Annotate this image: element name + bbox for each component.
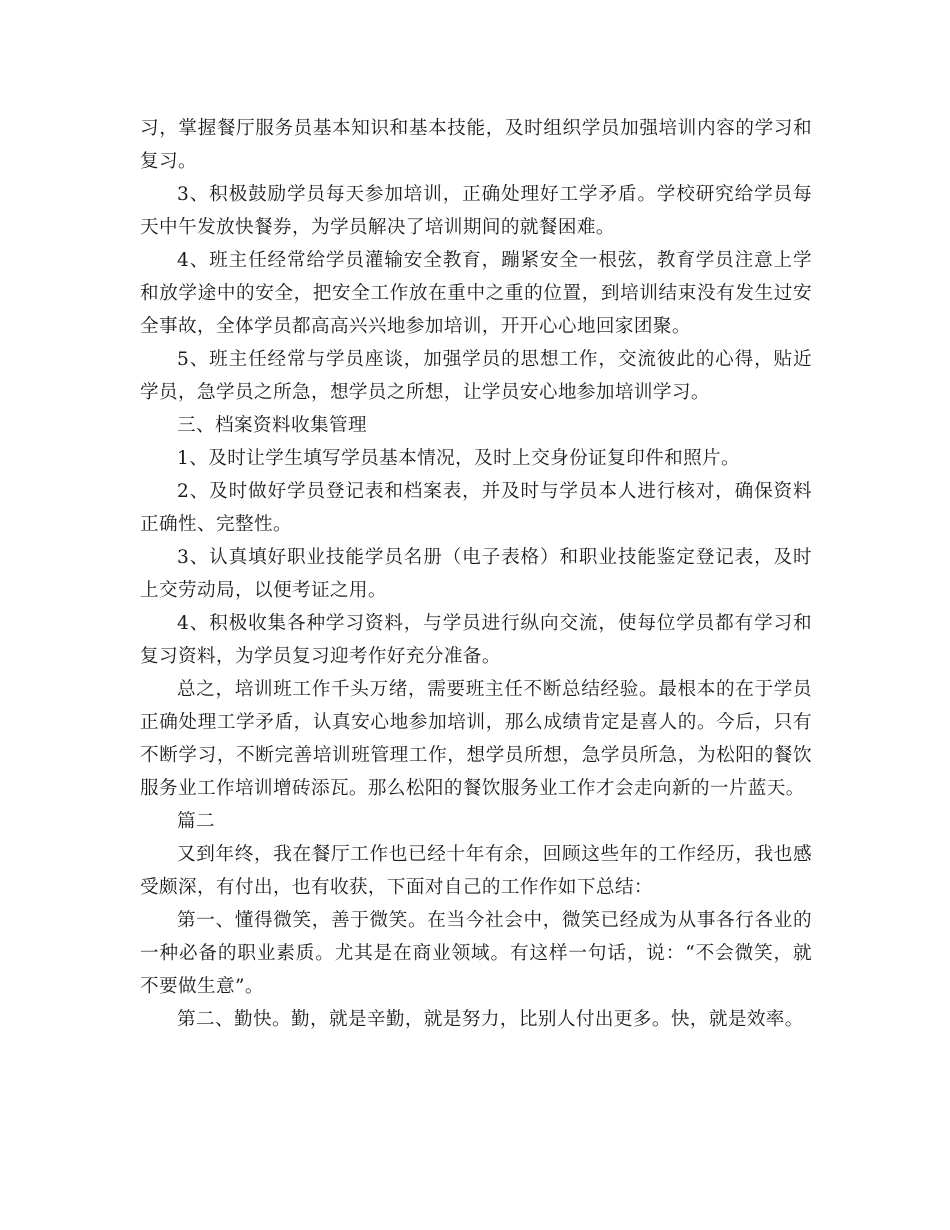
paragraph-continuation: 习，掌握餐厅服务员基本知识和基本技能，及时组织学员加强培训内容的学习和复习。 (140, 118, 812, 172)
paragraph-item-5-discussion: 5、班主任经常与学员座谈，加强学员的思想工作，交流彼此的心得，贴近学员，急学员之所急，想学员之所想，让学员安心地参加培训学习。 (140, 349, 812, 403)
paragraph-item-3-lunch-coupons: 3、积极鼓励学员每天参加培训，正确处理好工学矛盾。学校研究给学员每天中午发放快餐券，为学员解决了培训期间的就餐困难。 (140, 184, 812, 238)
paragraph-item-4-safety: 4、班主任经常给学员灌输安全教育，蹦紧安全一根弦，教育学员注意上学和放学途中的安全，把安全工作放在重中之重的位置，到培训结束没有发生过安全事故，全体学员都高高兴兴地参加培训，开开心心地回家团聚。 (140, 250, 812, 337)
paragraph-point-two-diligence: 第二、勤快。勤，就是辛勤，就是努力，比别人付出更多。快，就是效率。 (177, 1009, 804, 1030)
paragraph-archive-item-1: 1、及时让学生填写学员基本情况，及时上交身份证复印件和照片。 (177, 448, 741, 469)
document-body (140, 112, 812, 1036)
paragraph-archive-item-4: 4、积极收集各种学习资料，与学员进行纵向交流，使每位学员都有学习和复习资料，为学员复习迎考作好充分准备。 (140, 613, 812, 667)
paragraph-conclusion: 总之，培训班工作千头万绪，需要班主任不断总结经验。最根本的在于学员正确处理工学矛盾，认真安心地参加培训，那么成绩肯定是喜人的。今后，只有不断学习，不断完善培训班管理工作，想学员所想，急学员所急，为松阳的餐饮服务业工作培训增砖添瓦。那么松阳的餐饮服务业工作才会走向新的一片蓝天。 (140, 679, 812, 799)
section-heading-archives: 三、档案资料收集管理 (177, 415, 367, 436)
paragraph-archive-item-2: 2、及时做好学员登记表和档案表，并及时与学员本人进行核对，确保资料正确性、完整性。 (140, 481, 812, 535)
paragraph-archive-item-3: 3、认真填好职业技能学员名册（电子表格）和职业技能鉴定登记表，及时上交劳动局，以便考证之用。 (140, 547, 812, 601)
paragraph-point-one-smile: 第一、懂得微笑，善于微笑。在当今社会中，微笑已经成为从事各行各业的一种必备的职业素质。尤其是在商业领域。有这样一句话，说：“不会微笑，就不要做生意”。 (140, 910, 812, 997)
paragraph-year-end-intro: 又到年终，我在餐厅工作也已经十年有余，回顾这些年的工作经历，我也感受颇深，有付出，也有收获，下面对自己的工作作如下总结： (140, 844, 812, 898)
section-heading-part-two: 篇二 (177, 811, 215, 832)
